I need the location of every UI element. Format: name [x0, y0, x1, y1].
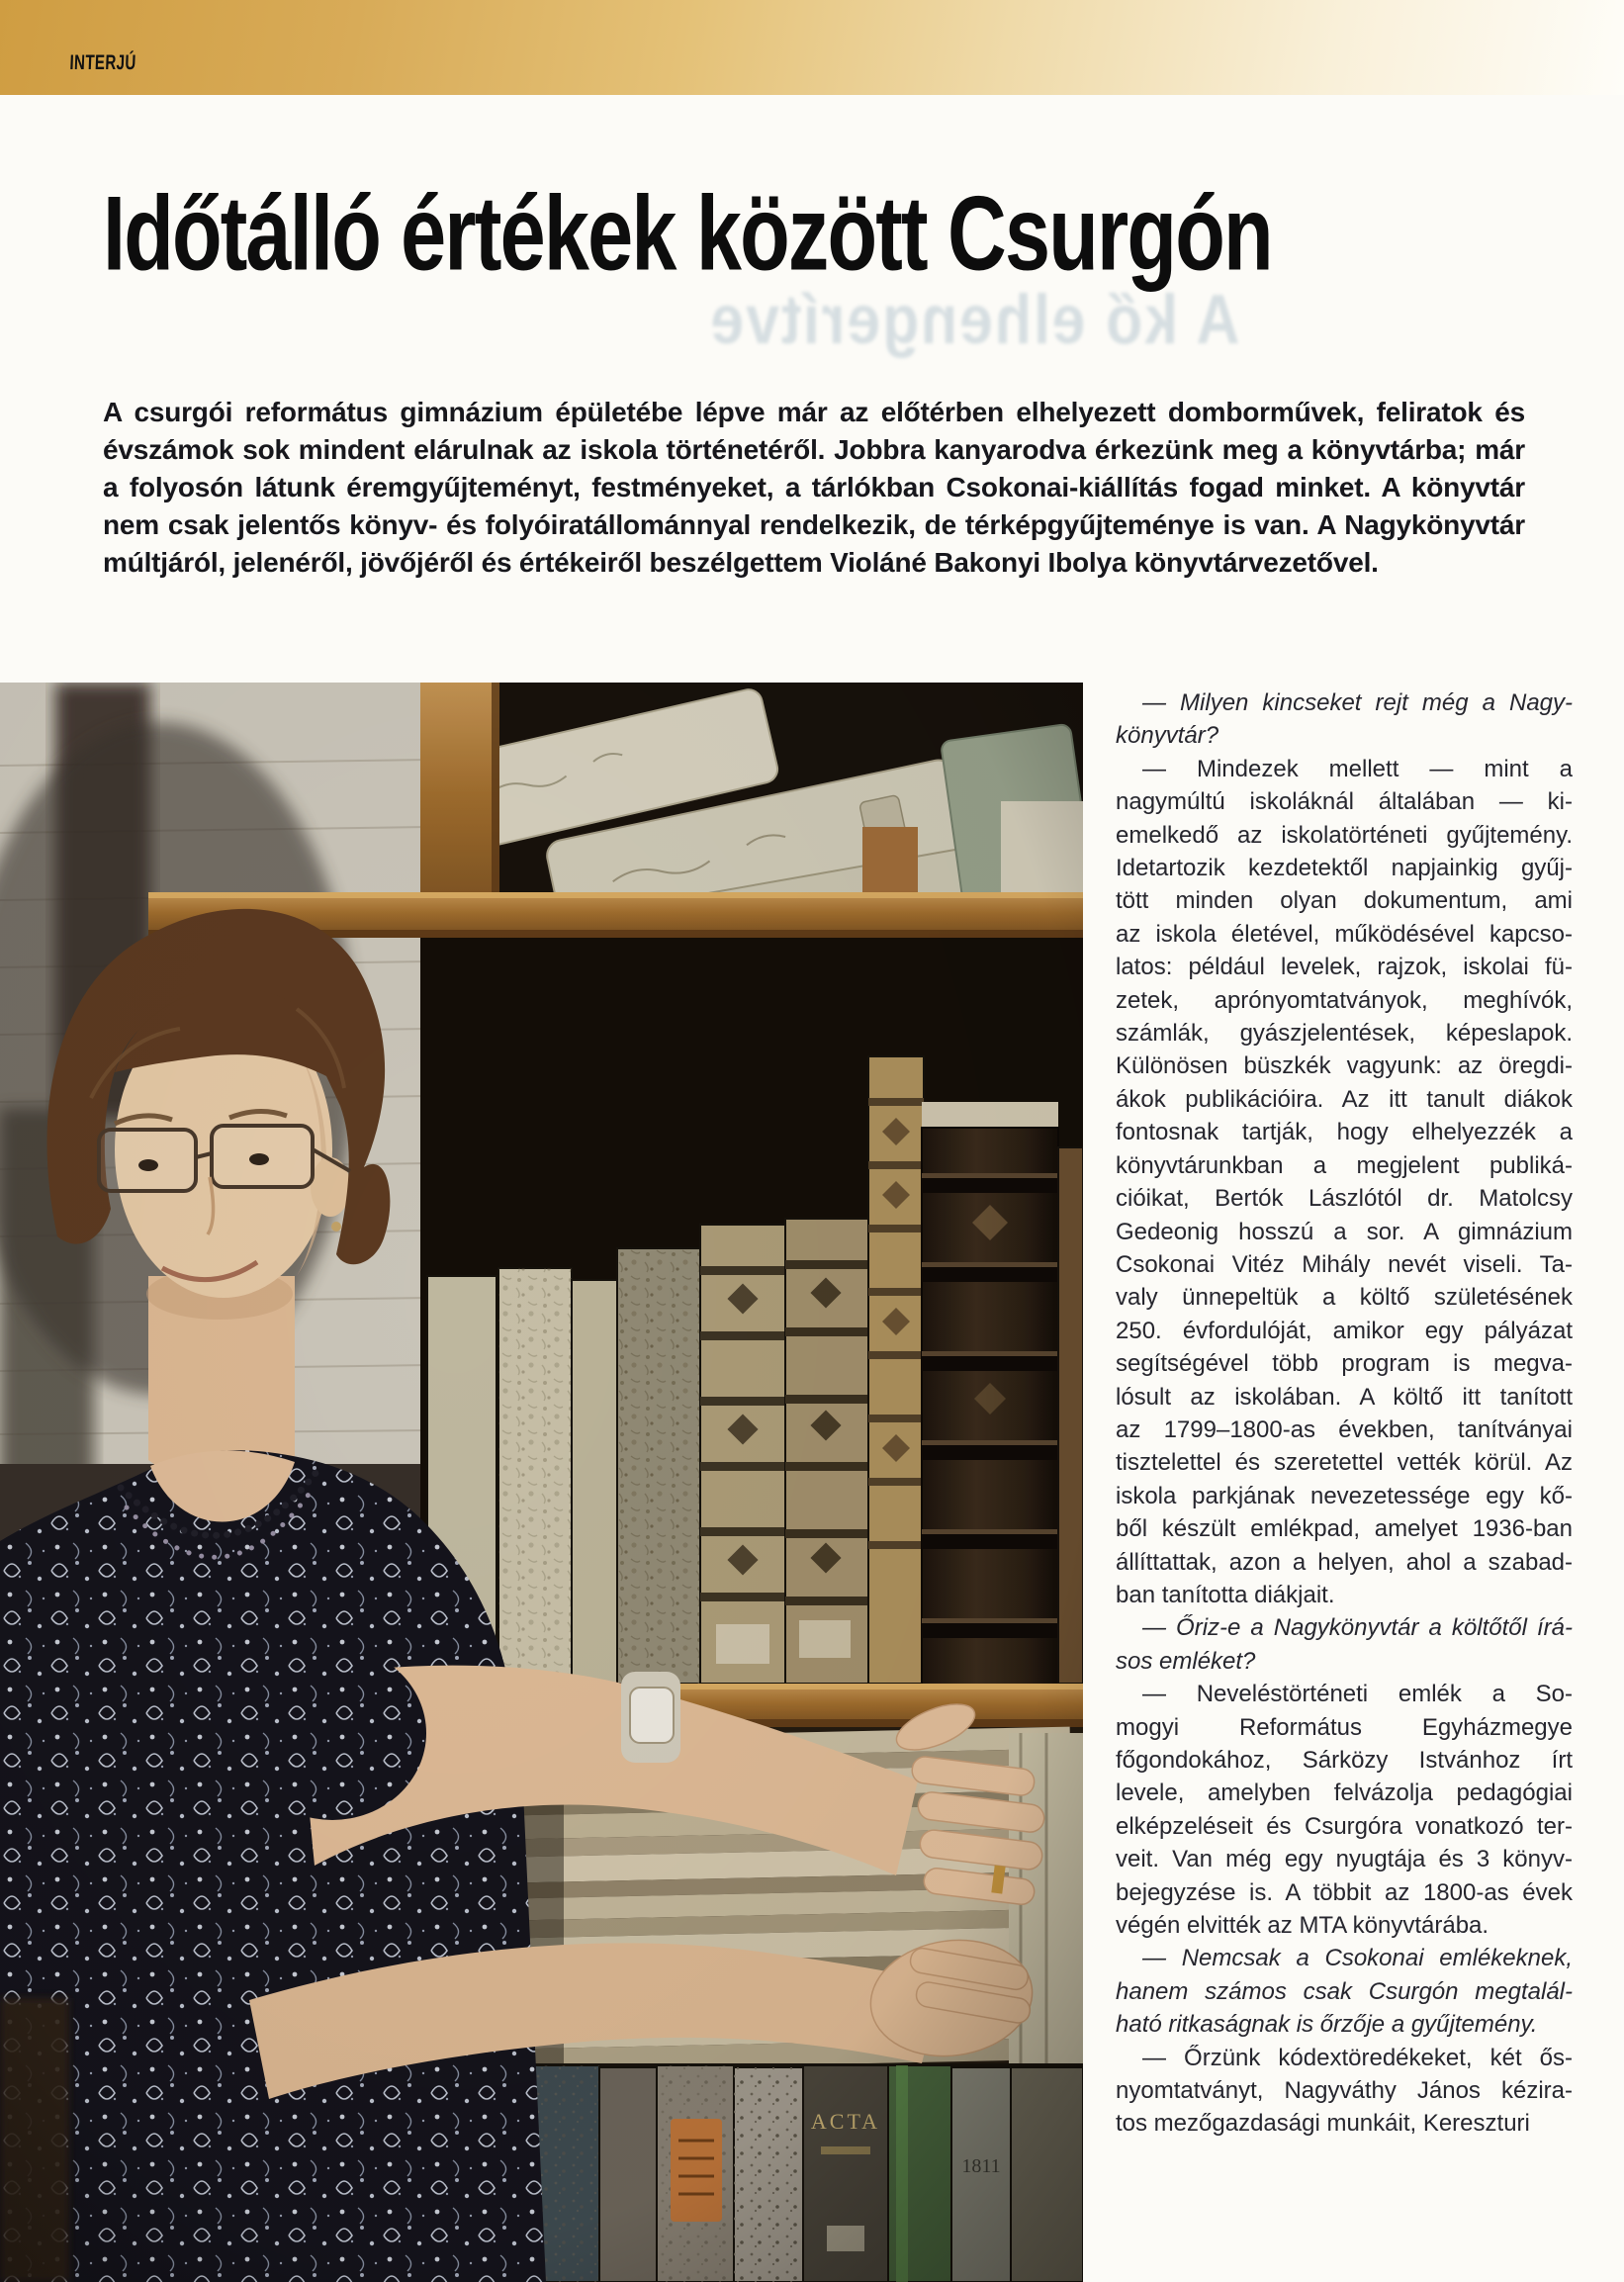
article-line: az 1799–1800-as években, tanítványai — [1116, 1415, 1573, 1443]
section-label: INTERJÚ — [69, 51, 137, 74]
photo-illustration — [0, 683, 1083, 2282]
intro-line: A csurgói református gimnázium épületébe lépve már az előtérben elhelyezett domborművek, feliratok és — [103, 397, 1525, 427]
article-photo — [0, 683, 1083, 2282]
article-line: emelkedő az iskolatörténeti gyűjtemény. — [1116, 821, 1573, 849]
article-line: az iskola életével, működésével kapcso- — [1116, 920, 1573, 948]
article-line: tisztelettel és szeretettel vették körül. Az — [1116, 1449, 1573, 1477]
article-line: — Mindezek mellett — mint a — [1142, 755, 1573, 782]
article-line: valy ünnepeltük a költő születésének — [1116, 1284, 1573, 1312]
article-line: Csokonai Vitéz Mihály nevét viseli. Ta- — [1116, 1250, 1573, 1278]
article-line: számlák, gyászjelentések, képeslapok. — [1116, 1020, 1573, 1048]
article-paragraph-answer — [1116, 1678, 1573, 1942]
article-line: ható ritkaságnak is őrzője a gyűjtemény. — [1116, 2011, 1538, 2039]
article-line: Idetartozik kezdetektől napjainkig gyűj- — [1116, 855, 1573, 882]
article-paragraph-question — [1116, 1611, 1573, 1678]
article-line: tött minden olyan dokumentum, ami — [1116, 887, 1573, 915]
article-line: cióikat, Bertók Lászlótól dr. Matolcsy — [1116, 1185, 1573, 1213]
article-line: — Milyen kincseket rejt még a Nagy- — [1142, 689, 1573, 716]
ghost-text: A kő elhengerítve — [708, 280, 1240, 359]
article-line: ákok publikációira. Az itt tanult diákok — [1116, 1085, 1573, 1113]
article-line: fontosnak tartják, hogy elhelyezzék a — [1116, 1119, 1573, 1146]
intro-line: nem csak jelentős könyv- és folyóiratállománnyal rendelkezik, de térképgyűjteménye is van. A Nagykönyvtár — [103, 509, 1525, 540]
article-line: mogyi Református Egyházmegye — [1116, 1713, 1573, 1741]
article-line: sos emléket? — [1116, 1647, 1256, 1675]
article-line: Különösen büszkék vagyunk: az öregdi- — [1116, 1052, 1573, 1080]
article-line: lósult az iskolában. A költő itt tanított — [1116, 1383, 1573, 1411]
article-line: könyvtárunkban a megjelent publiká- — [1116, 1151, 1573, 1179]
article-line: nagymúltú iskoláknál általában — ki- — [1116, 788, 1573, 816]
article-line: hanem számos csak Csurgón megtalál- — [1116, 1977, 1573, 2005]
article-line: iskola parkjának nevezetessége egy kő- — [1116, 1482, 1573, 1509]
article-line: ből készült emlékpad, amelyet 1936-ban — [1116, 1515, 1573, 1543]
article-line: zetek, aprónyomtatványok, meghívók, — [1116, 986, 1573, 1014]
article-line: Gedeonig hosszú a sor. A gimnázium — [1116, 1218, 1573, 1245]
article-paragraph-question — [1116, 686, 1573, 753]
article-line: — Nemcsak a Csokonai emlékeknek, — [1142, 1945, 1573, 1972]
intro-line: a folyosón látunk éremgyűjteményt, festményeket, a tárlókban Csokonai-kiállítás fogad minket. A könyvtár — [103, 472, 1525, 502]
intro-line: múltjáról, jelenéről, jövőjéről és értékeiről beszélgettem Violáné Bakonyi Ibolya könyvtárvezetővel. — [103, 547, 1379, 578]
article-line: levele, amelyben felvázolja pedagógiai — [1116, 1780, 1573, 1807]
photo-vignette — [0, 683, 1083, 2282]
intro-paragraph — [103, 394, 1525, 582]
article-line: — Őriz-e a Nagykönyvtár a költőtől írá- — [1142, 1614, 1573, 1642]
article-line: állíttattak, azon a helyen, ahol a szabad- — [1116, 1548, 1573, 1576]
article-line: — Őrzünk kódextöredékeket, két ős- — [1142, 2044, 1573, 2071]
article-line: latos: például levelek, rajzok, iskolai fü- — [1116, 954, 1573, 981]
article-paragraph-answer — [1116, 2042, 1573, 2141]
article-paragraph-question — [1116, 1942, 1573, 2041]
ghost-showthrough-text — [491, 279, 1459, 359]
article-line: bejegyzése is. A többit az 1800-as évek — [1116, 1878, 1573, 1906]
article-line: végén elvitték az MTA könyvtárába. — [1116, 1912, 1489, 1940]
article-paragraph-answer — [1116, 753, 1573, 1612]
article-column — [1116, 686, 1573, 2141]
article-line: segítségével több program is megva- — [1116, 1350, 1573, 1378]
article-line: főgondokához, Sárközy Istvánhoz írt — [1116, 1747, 1573, 1774]
article-line: tos mezőgazdasági munkáit, Kereszturi — [1116, 2110, 1530, 2138]
article-line: veit. Van még egy nyugtája és 3 könyv- — [1116, 1846, 1573, 1873]
section-banner — [0, 0, 1624, 95]
article-line: ban tanította diákjait. — [1116, 1581, 1335, 1608]
intro-line: évszámok sok mindent elárulnak az iskola történetéről. Jobbra kanyarodva érkezünk meg a könyvtárba; már — [103, 434, 1525, 465]
article-line: könyvtár? — [1116, 722, 1219, 750]
article-line: 250. évfordulóját, amikor egy pályázat — [1116, 1317, 1573, 1344]
article-line: — Neveléstörténeti emlék a So- — [1142, 1681, 1573, 1708]
article-line: nyomtatványt, Nagyváthy János kézira- — [1116, 2077, 1573, 2105]
article-line: elképzeléseit és Csurgóra vonatkozó ter- — [1116, 1812, 1573, 1840]
page-title: Időtálló értékek között Csurgón — [103, 175, 1272, 293]
